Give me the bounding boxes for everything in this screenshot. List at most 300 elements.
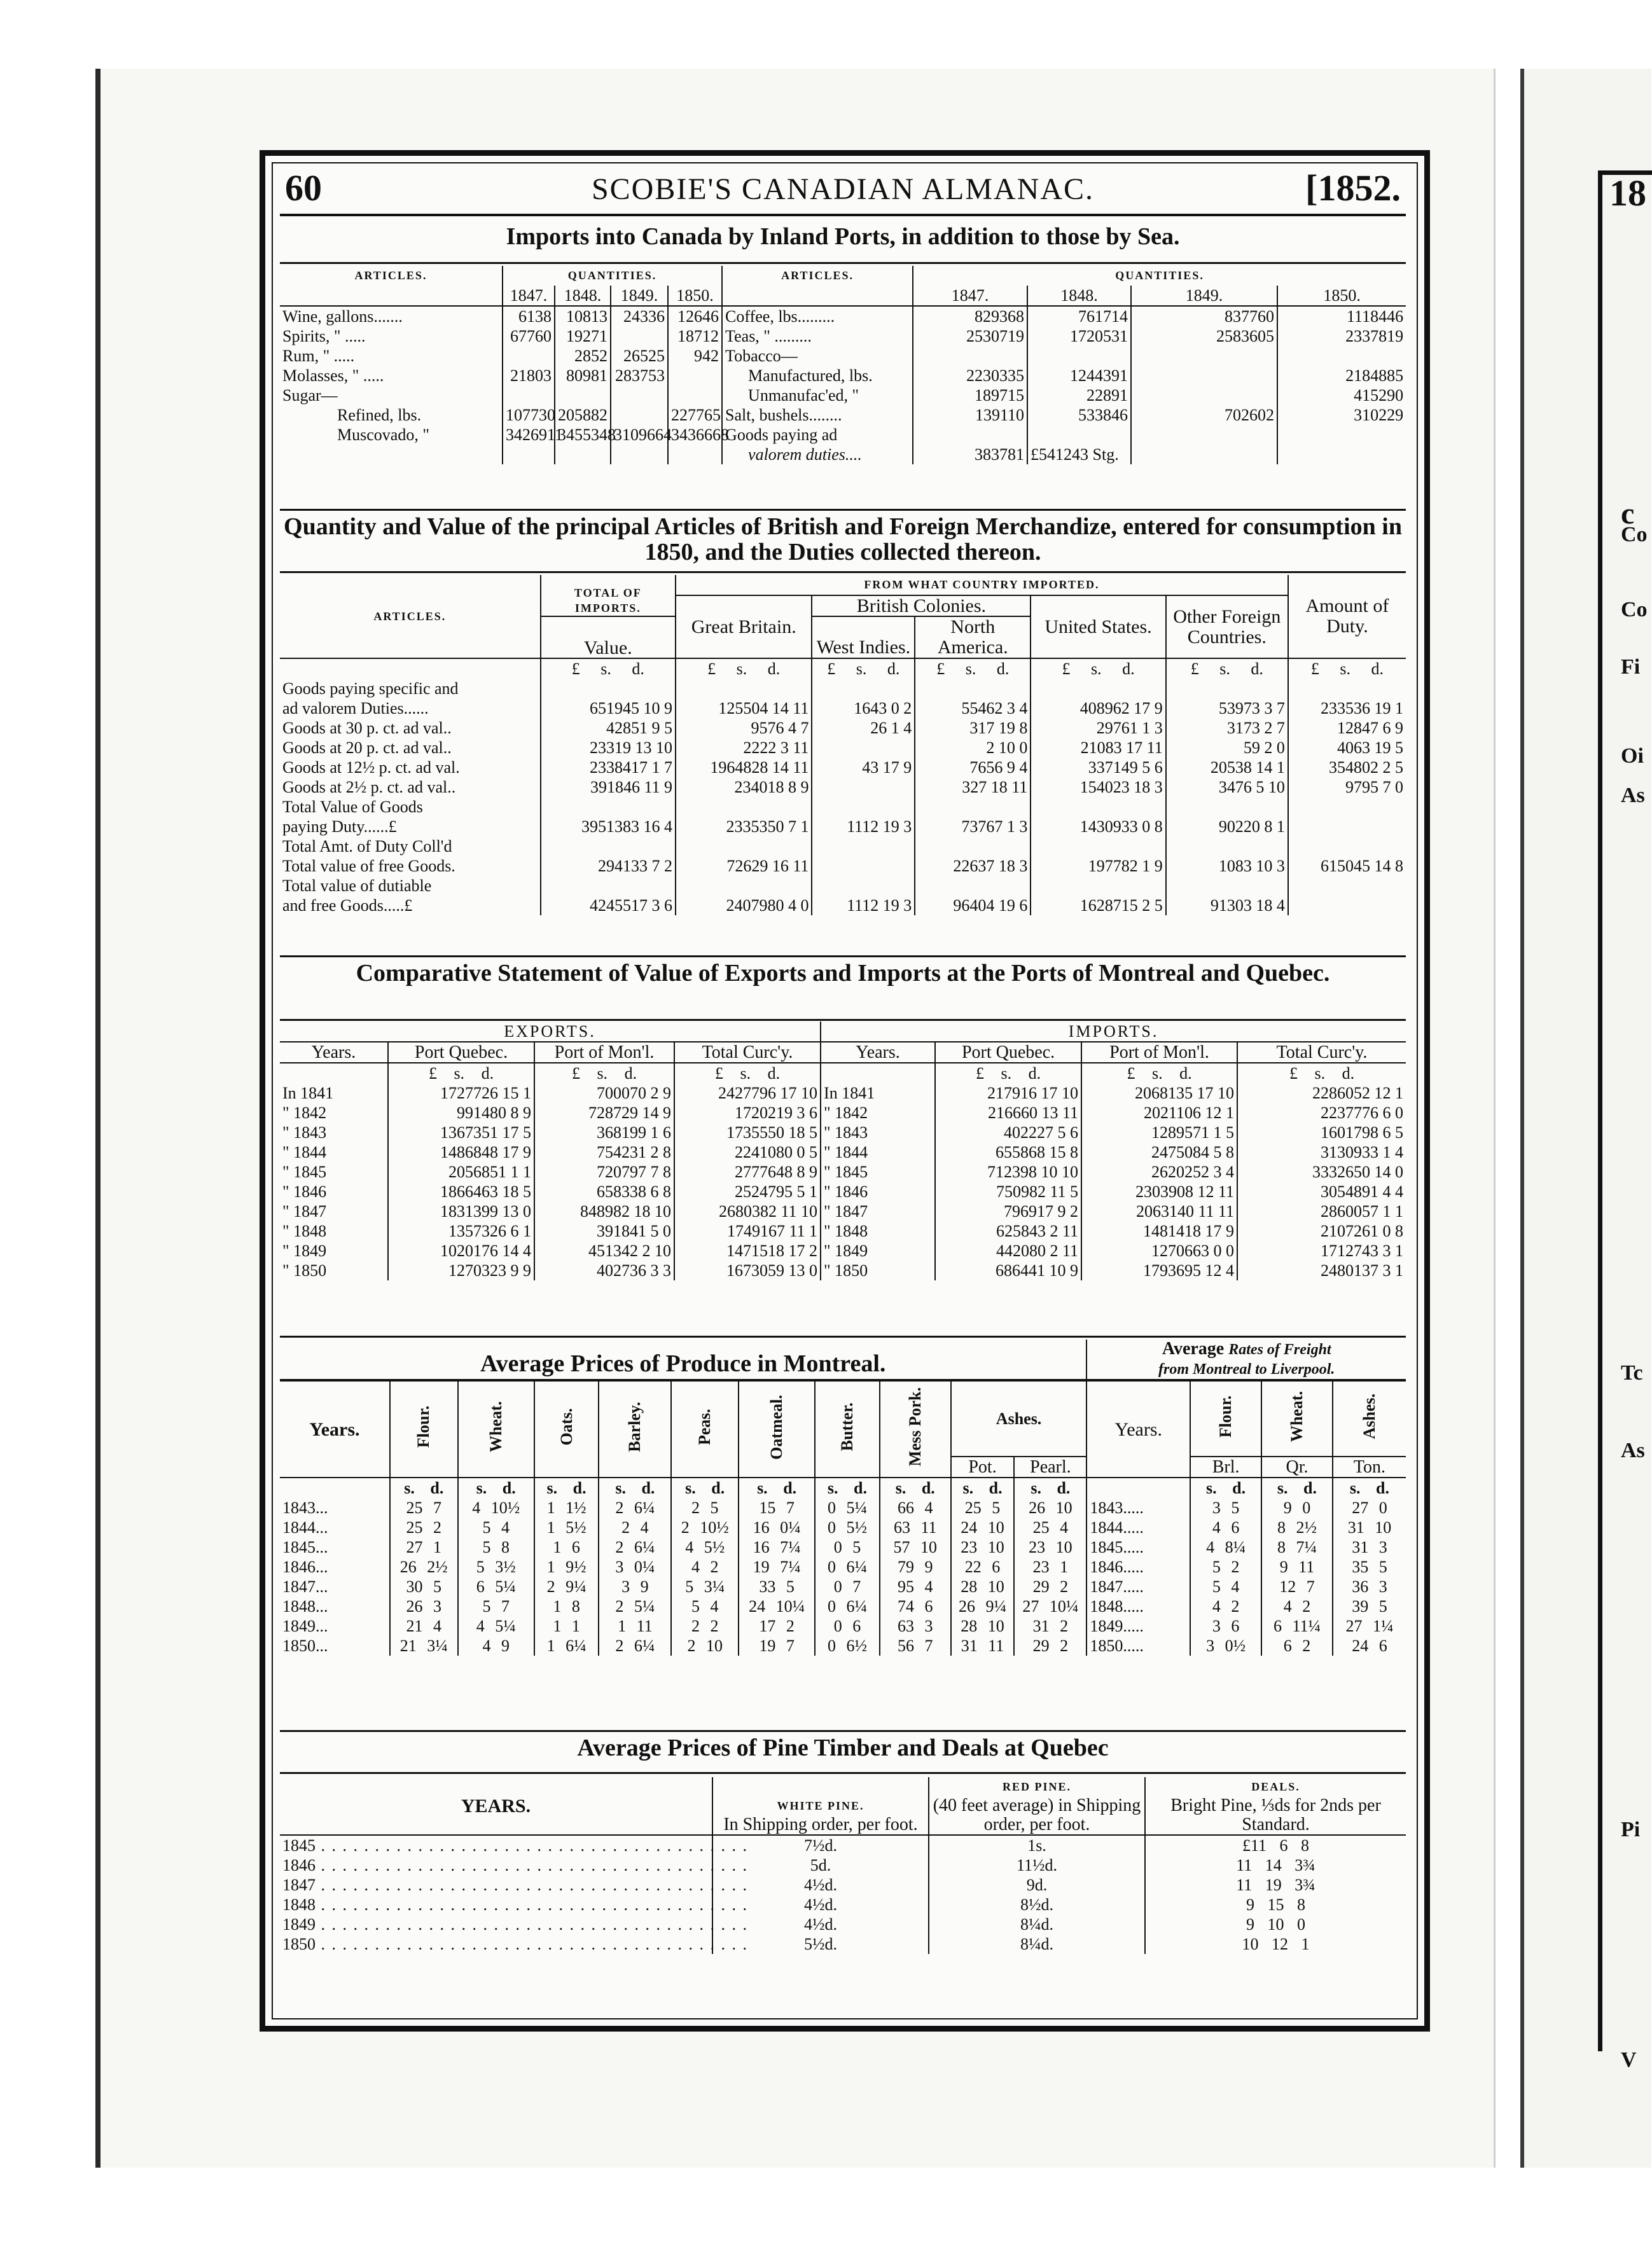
principal-article: Total value of free Goods. (282, 857, 455, 875)
produce-year: 1849... (282, 1617, 328, 1635)
export-value: 402736 3 3 (534, 1261, 674, 1280)
produce-row (280, 1616, 1406, 1636)
white-pine-price: 4½d. (712, 1895, 929, 1915)
deals-sub: Bright Pine, ⅓ds for 2nds per Standard. (1170, 1796, 1381, 1834)
comparative-row (280, 1241, 1406, 1261)
produce-col-label: Butter. (837, 1402, 856, 1451)
import-value: 750982 11 5 (935, 1182, 1081, 1202)
pence-sign: d. (573, 1479, 587, 1497)
inland-qty-right: 189715 (913, 385, 1027, 405)
inland-qty-left: 80981 (555, 366, 611, 385)
export-year: " 1847 (282, 1202, 327, 1221)
produce-value: 2 4 (599, 1518, 671, 1537)
produce-value: 23 10 (951, 1537, 1015, 1557)
principal-value: 651945 10 9 (541, 698, 676, 718)
principal-value: 1083 10 3 (1166, 856, 1288, 876)
timber-row (280, 1895, 1406, 1915)
principal-value: 1112 19 3 (812, 817, 915, 836)
principal-unit-cell (1166, 658, 1288, 679)
export-value: 1486848 17 9 (388, 1142, 534, 1162)
deals-price: £11 6 8 (1145, 1835, 1406, 1855)
dot-leader: . . . . . . . . . . . . . . . . . . . . . . . . . . . . . . . . . . . . . . . . (316, 1836, 748, 1855)
export-year: " 1850 (282, 1261, 327, 1280)
freight-value: 3 0½ (1190, 1636, 1261, 1656)
inland-qty-left (668, 385, 722, 405)
freight-title-a: Average (1162, 1339, 1225, 1359)
inland-year-head: 1847. (913, 286, 1027, 306)
inland-article-right: Goods paying ad (722, 425, 913, 445)
import-value: 3130933 1 4 (1237, 1142, 1406, 1162)
principal-section (280, 575, 1406, 915)
principal-row (280, 817, 1406, 836)
inland-qty-right (1131, 385, 1277, 405)
principal-value (1288, 836, 1406, 856)
inland-year-head: 1849. (611, 286, 668, 306)
shilling-sign: s. (1277, 1479, 1288, 1497)
freight-col-label: Wheat. (1287, 1390, 1306, 1443)
inland-qty-right: 1118446 (1277, 306, 1406, 326)
timber-row (280, 1934, 1406, 1954)
comparative-unit-cell (935, 1063, 1081, 1083)
pound-sign: £ (1310, 660, 1319, 678)
produce-col-label: Peas. (695, 1408, 714, 1446)
freight-value: 36 3 (1333, 1577, 1406, 1596)
produce-value: 23 1 (1014, 1557, 1086, 1577)
freight-year: 1844..... (1086, 1518, 1190, 1537)
produce-unit-cell (951, 1478, 1015, 1498)
comparative-table (280, 1022, 1406, 1280)
inland-qty-left: 3436668 (668, 425, 722, 445)
freight-title-b: Rates of Freight (1228, 1341, 1331, 1358)
export-value: 1471518 17 2 (674, 1241, 821, 1261)
produce-col-head (880, 1380, 951, 1478)
white-pine-price: 5d. (712, 1855, 929, 1875)
export-value: 2241080 0 5 (674, 1142, 821, 1162)
freight-col-head (1333, 1380, 1406, 1457)
comparative-col-head: Total Curc'y. (1237, 1042, 1406, 1063)
principal-value (676, 836, 812, 856)
freight-unit-head: Brl. (1190, 1457, 1261, 1478)
produce-value: 5 3¼ (671, 1577, 739, 1596)
principal-value (1031, 679, 1165, 698)
produce-unit-row (280, 1478, 1406, 1498)
comparative-row (280, 1182, 1406, 1202)
shilling-sign: s. (827, 1479, 838, 1497)
shilling-sign: s. (1219, 660, 1230, 678)
freight-unit-head: Qr. (1261, 1457, 1333, 1478)
principal-article: Goods at 2½ p. ct. ad val.. (282, 778, 456, 796)
principal-gb-head: Great Britain. (676, 595, 812, 658)
right-fragment-text: Pi (1621, 1818, 1641, 1841)
inland-qty-left (503, 346, 555, 366)
principal-value: 59 2 0 (1166, 738, 1288, 758)
principal-value (541, 836, 676, 856)
principal-row (280, 876, 1406, 896)
inland-qty-left (611, 405, 668, 425)
pence-sign: d. (1376, 1479, 1389, 1497)
principal-value: 4245517 3 6 (541, 896, 676, 915)
shilling-sign: s. (454, 1064, 465, 1083)
freight-value: 9 11 (1261, 1557, 1333, 1577)
freight-value: 5 4 (1190, 1577, 1261, 1596)
pence-sign: d. (996, 660, 1010, 678)
produce-value: 28 10 (951, 1577, 1015, 1596)
import-value: 217916 17 10 (935, 1083, 1081, 1103)
principal-value: 9795 7 0 (1288, 777, 1406, 797)
principal-value: 9576 4 7 (676, 718, 812, 738)
inland-qty-right: 415290 (1277, 385, 1406, 405)
inland-qty-right: 139110 (913, 405, 1027, 425)
principal-value: 1643 0 2 (812, 698, 915, 718)
inland-qty-left (611, 385, 668, 405)
principal-value: 21083 17 11 (1031, 738, 1165, 758)
principal-value (1288, 896, 1406, 915)
inland-qty-right: 2184885 (1277, 366, 1406, 385)
produce-value: 2 9¼ (534, 1577, 599, 1596)
comparative-col-head: Port of Mon'l. (1081, 1042, 1237, 1063)
import-value: 1712743 3 1 (1237, 1241, 1406, 1261)
produce-value: 1 6¼ (534, 1636, 599, 1656)
inland-qty-right (1277, 445, 1406, 464)
principal-value: 53973 3 7 (1166, 698, 1288, 718)
freight-value: 31 10 (1333, 1518, 1406, 1537)
inland-year-head: 1850. (668, 286, 722, 306)
inland-qty-right: 310229 (1277, 405, 1406, 425)
produce-value: 19 7¼ (739, 1557, 815, 1577)
deals-price: 10 12 1 (1145, 1934, 1406, 1954)
timber-title: Average Prices of Pine Timber and Deals at Quebec (577, 1735, 1109, 1761)
freight-value: 9 0 (1261, 1498, 1333, 1518)
inland-row (280, 445, 1406, 464)
page-year: [1852. (1305, 167, 1401, 209)
export-value: 848982 18 10 (534, 1202, 674, 1221)
spacer-cell (1086, 1478, 1190, 1498)
import-year: " 1844 (821, 1142, 935, 1162)
white-pine-price: 7½d. (712, 1835, 929, 1855)
timber-section (280, 1777, 1406, 1954)
inland-qty-right (1131, 445, 1277, 464)
import-value: 2107261 0 8 (1237, 1221, 1406, 1241)
freight-value: 4 8¼ (1190, 1537, 1261, 1557)
pence-sign: d. (854, 1479, 868, 1497)
freight-value: 12 7 (1261, 1577, 1333, 1596)
import-year: " 1848 (821, 1221, 935, 1241)
red-pine-price: 8¼d. (929, 1915, 1145, 1934)
pound-sign: £ (571, 660, 580, 678)
comparative-row (280, 1261, 1406, 1280)
export-value: 451342 2 10 (534, 1241, 674, 1261)
principal-value: 7656 9 4 (915, 758, 1031, 777)
produce-value: 5 7 (458, 1596, 534, 1616)
principal-article: ad valorem Duties...... (282, 699, 429, 717)
principal-wi-head: West Indies. (812, 616, 915, 658)
red-pine-price: 9d. (929, 1875, 1145, 1895)
import-value: 1289571 1 5 (1081, 1123, 1237, 1142)
white-pine-label: WHITE PINE. (777, 1799, 864, 1812)
pence-sign: d. (1371, 660, 1384, 678)
produce-value: 2 5 (671, 1498, 739, 1518)
produce-value: 2 10½ (671, 1518, 739, 1537)
pence-sign: d. (767, 1064, 781, 1083)
right-fragment-text: Co (1621, 523, 1648, 546)
export-value: 2680382 11 10 (674, 1202, 821, 1221)
produce-unit-cell (390, 1478, 458, 1498)
freight-value: 5 2 (1190, 1557, 1261, 1577)
produce-value: 2 6¼ (599, 1498, 671, 1518)
freight-year: 1843..... (1086, 1498, 1190, 1518)
pence-sign: d. (1251, 660, 1263, 678)
produce-col-head (390, 1380, 458, 1478)
inland-qty-left: 19271 (555, 326, 611, 346)
principal-value (1288, 797, 1406, 817)
comparative-title: Comparative Statement of Value of Exports and Imports at the Ports of Montreal and Quebec. (356, 960, 1330, 987)
import-year: " 1842 (821, 1103, 935, 1123)
right-fragment-text: Co (1621, 598, 1648, 621)
deals-price: 11 14 3¾ (1145, 1855, 1406, 1875)
export-value: 720797 7 8 (534, 1162, 674, 1182)
principal-duty-head: Amount of Duty. (1288, 575, 1406, 658)
principal-value (1288, 679, 1406, 698)
shilling-sign: s. (476, 1479, 487, 1497)
produce-value: 1 8 (534, 1596, 599, 1616)
freight-value: 8 7¼ (1261, 1537, 1333, 1557)
produce-value: 5 4 (458, 1518, 534, 1537)
produce-value: 3 9 (599, 1577, 671, 1596)
produce-value: 25 7 (390, 1498, 458, 1518)
pence-sign: d. (1232, 1479, 1246, 1497)
shilling-sign: s. (965, 660, 976, 678)
inland-qty-left: 2852 (555, 346, 611, 366)
principal-row (280, 679, 1406, 698)
inland-qty-right (913, 346, 1027, 366)
pence-sign: d. (481, 1064, 494, 1083)
export-value: 1727726 15 1 (388, 1083, 534, 1103)
inland-qty-right: 837760 (1131, 306, 1277, 326)
pound-sign: £ (975, 1064, 984, 1083)
produce-year: 1850... (282, 1637, 328, 1655)
produce-value: 0 7 (815, 1577, 880, 1596)
freight-value: 4 6 (1190, 1518, 1261, 1537)
principal-unit-cell (915, 658, 1031, 679)
inland-qty-right: 533846 (1027, 405, 1131, 425)
principal-value (812, 777, 915, 797)
produce-table (280, 1340, 1406, 1656)
produce-row (280, 1557, 1406, 1577)
import-value: 2620252 3 4 (1081, 1162, 1237, 1182)
produce-value: 26 2½ (390, 1557, 458, 1577)
red-pine-price: 8½d. (929, 1895, 1145, 1915)
right-fragment-text: As (1621, 1439, 1645, 1462)
pound-sign: £ (1062, 660, 1071, 678)
freight-year: 1849..... (1086, 1616, 1190, 1636)
principal-value: 3173 2 7 (1166, 718, 1288, 738)
principal-value (915, 797, 1031, 817)
inland-article-left: Molasses, " ..... (282, 366, 384, 385)
principal-value (812, 856, 915, 876)
principal-unit-cell (676, 658, 812, 679)
principal-value (812, 797, 915, 817)
import-value: 2303908 12 11 (1081, 1182, 1237, 1202)
produce-value: 2 6¼ (599, 1537, 671, 1557)
pence-sign: d. (783, 1479, 797, 1497)
produce-value: 1 11 (599, 1616, 671, 1636)
principal-unit-cell (541, 658, 676, 679)
import-value: 625843 2 11 (935, 1221, 1081, 1241)
shilling-sign: s. (1151, 1064, 1163, 1083)
inland-qty-right: 2530719 (913, 326, 1027, 346)
produce-year: 1844... (282, 1518, 328, 1537)
produce-unit-cell (815, 1478, 880, 1498)
export-year: " 1842 (282, 1104, 327, 1122)
freight-unit-cell (1190, 1478, 1261, 1498)
inland-qty-left (555, 445, 611, 464)
shilling-sign: s. (600, 660, 611, 678)
import-value: 402227 5 6 (935, 1123, 1081, 1142)
inland-qty-left (668, 366, 722, 385)
produce-value: 26 3 (390, 1596, 458, 1616)
principal-value: 408962 17 9 (1031, 698, 1165, 718)
export-year: " 1844 (282, 1143, 327, 1161)
timber-year: 1846 . . . . . . . . . . . . . . . . . . . . . . . . . . . . . . . . . . . . . . . . (282, 1856, 748, 1874)
inland-article-left: Spirits, " ..... (282, 327, 366, 345)
pence-sign: d. (921, 1479, 935, 1497)
inland-quantities-head-right: QUANTITIES. (913, 266, 1406, 286)
produce-value: 1 5½ (534, 1518, 599, 1537)
inland-qty-left (503, 385, 555, 405)
produce-value: 57 10 (880, 1537, 951, 1557)
produce-value: 1 9½ (534, 1557, 599, 1577)
inland-article-left: Refined, lbs. (337, 406, 422, 424)
freight-value: 6 2 (1261, 1636, 1333, 1656)
timber-years-head: YEARS. (461, 1795, 531, 1817)
inland-qty-left: 3109664 (611, 425, 668, 445)
principal-value: 91303 18 4 (1166, 896, 1288, 915)
export-year: " 1849 (282, 1242, 327, 1260)
import-value: 216660 13 11 (935, 1103, 1081, 1123)
principal-value (1031, 876, 1165, 896)
principal-value: 2335350 7 1 (676, 817, 812, 836)
principal-value: 12847 6 9 (1288, 718, 1406, 738)
white-pine-sub: In Shipping order, per foot. (723, 1815, 918, 1834)
export-year: In 1841 (282, 1084, 334, 1102)
comparative-row (280, 1083, 1406, 1103)
import-value: 2480137 3 1 (1237, 1261, 1406, 1280)
export-value: 2427796 17 10 (674, 1083, 821, 1103)
freight-years-head: Years. (1086, 1380, 1190, 1478)
produce-value: 22 6 (951, 1557, 1015, 1577)
produce-value: 5 3½ (458, 1557, 534, 1577)
import-value: 655868 15 8 (935, 1142, 1081, 1162)
principal-value (541, 679, 676, 698)
inland-year-head: 1847. (503, 286, 555, 306)
import-value: 2021106 12 1 (1081, 1103, 1237, 1123)
produce-col-head (815, 1380, 880, 1478)
pound-sign: £ (1127, 1064, 1135, 1083)
pence-sign: d. (989, 1479, 1003, 1497)
inland-row (280, 326, 1406, 346)
principal-value: 96404 19 6 (915, 896, 1031, 915)
produce-value: 26 10 (1014, 1498, 1086, 1518)
inland-qty-right: 702602 (1131, 405, 1277, 425)
principal-article: and free Goods.....£ (282, 896, 413, 915)
principal-value: 1964828 14 11 (676, 758, 812, 777)
produce-years-head: Years. (309, 1418, 360, 1440)
inland-row (280, 346, 1406, 366)
shilling-sign: s. (736, 660, 747, 678)
principal-value: 29761 1 3 (1031, 718, 1165, 738)
export-year: " 1846 (282, 1182, 327, 1201)
comparative-unit-cell (1081, 1063, 1237, 1083)
principal-value (812, 876, 915, 896)
inland-article-right: Manufactured, lbs. (722, 366, 913, 385)
principal-value: 197782 1 9 (1031, 856, 1165, 876)
comparative-row (280, 1123, 1406, 1142)
produce-value: 0 6½ (815, 1636, 880, 1656)
inland-article-right: Teas, " ......... (722, 326, 913, 346)
produce-value: 4 5½ (671, 1537, 739, 1557)
export-value: 1357326 6 1 (388, 1221, 534, 1241)
produce-value: 15 7 (739, 1498, 815, 1518)
produce-col-head (534, 1380, 599, 1478)
timber-row (280, 1915, 1406, 1934)
inland-row (280, 385, 1406, 405)
principal-value (1031, 836, 1165, 856)
inland-qty-left: 227765 (668, 405, 722, 425)
produce-value: 26 9¼ (951, 1596, 1015, 1616)
produce-col-label: Oats. (557, 1408, 576, 1446)
deals-price: 11 19 3¾ (1145, 1875, 1406, 1895)
page-header (280, 164, 1406, 216)
principal-value: 42851 9 5 (541, 718, 676, 738)
deals-price: 9 15 8 (1145, 1895, 1406, 1915)
right-page-frame (1598, 170, 1652, 2051)
principal-total-head: TOTAL OF IMPORTS. (541, 575, 676, 616)
inland-qty-left: 283753 (611, 366, 668, 385)
freight-unit-cell (1333, 1478, 1406, 1498)
inland-qty-left: 107730 (503, 405, 555, 425)
comparative-col-head: Years. (821, 1042, 935, 1063)
deals-head (1145, 1777, 1406, 1835)
pound-sign: £ (936, 660, 945, 678)
pence-sign: d. (1179, 1064, 1192, 1083)
inland-row (280, 425, 1406, 445)
principal-value: 73767 1 3 (915, 817, 1031, 836)
pence-sign: d. (1342, 1064, 1355, 1083)
inland-qty-right: 761714 (1027, 306, 1131, 326)
principal-row (280, 797, 1406, 817)
import-year: " 1850 (821, 1261, 935, 1280)
export-value: 1367351 17 5 (388, 1123, 534, 1142)
export-value: 1020176 14 4 (388, 1241, 534, 1261)
comparative-unit-cell (1237, 1063, 1406, 1083)
principal-value (915, 836, 1031, 856)
principal-value: 337149 5 6 (1031, 758, 1165, 777)
comparative-row (280, 1162, 1406, 1182)
export-value: 2524795 5 1 (674, 1182, 821, 1202)
produce-value: 27 1 (390, 1537, 458, 1557)
comparative-row (280, 1202, 1406, 1221)
pence-sign: d. (502, 1479, 516, 1497)
import-value: 3332650 14 0 (1237, 1162, 1406, 1182)
principal-value: 125504 14 11 (676, 698, 812, 718)
produce-year: 1843... (282, 1499, 328, 1517)
red-pine-price: 11½d. (929, 1855, 1145, 1875)
red-pine-label: RED PINE. (1002, 1780, 1071, 1793)
pence-sign: d. (1303, 1479, 1317, 1497)
produce-unit-cell (534, 1478, 599, 1498)
pound-sign: £ (1289, 1064, 1298, 1083)
principal-row (280, 738, 1406, 758)
